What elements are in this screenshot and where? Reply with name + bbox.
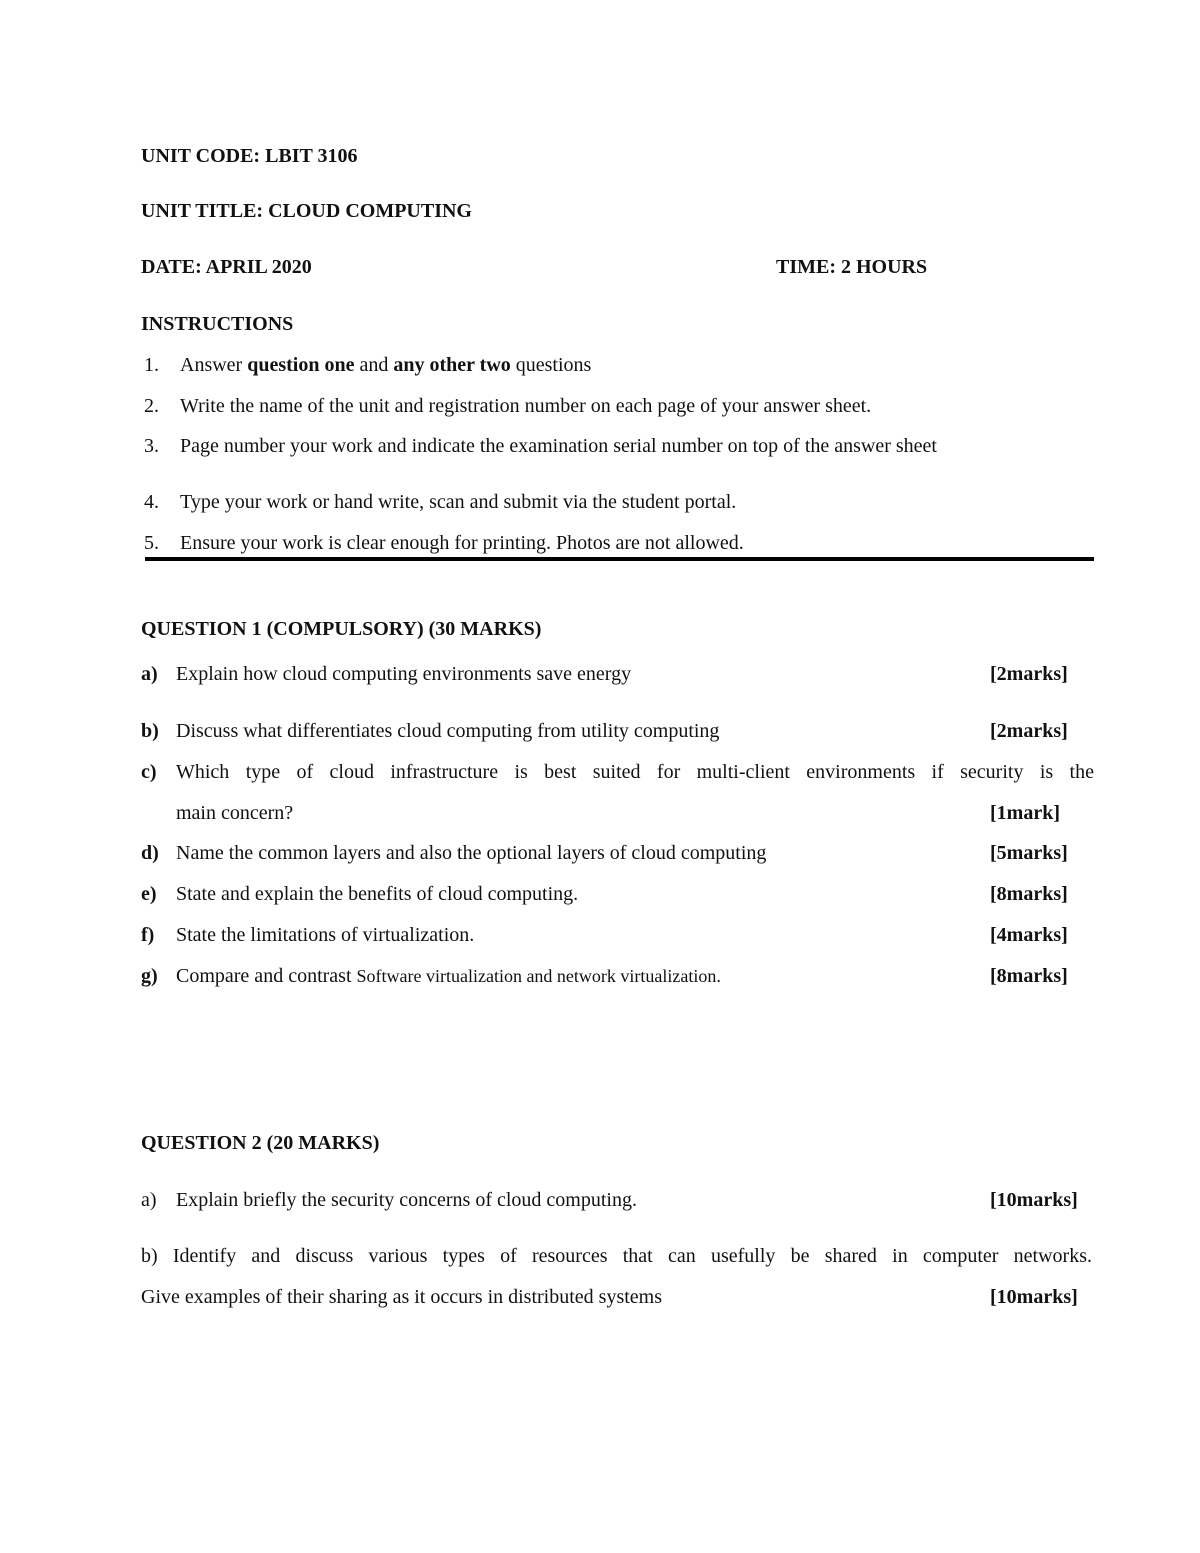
instruction-item (180, 354, 591, 377)
question-marks: [10marks] (990, 1189, 1078, 1211)
instruction-number: 1. (144, 354, 159, 376)
instruction-text: questions (510, 354, 592, 376)
question-part-text: b) Identify and discuss various types of resources that can usefully be shared in computer networks. (141, 1245, 1092, 1267)
question-part-label: b) (141, 720, 159, 742)
instruction-number: 5. (144, 532, 159, 554)
instruction-emphasis: any other two (393, 354, 511, 376)
instruction-item: Page number your work and indicate the examination serial number on top of the answer sheet (180, 435, 937, 457)
instruction-number: 4. (144, 491, 159, 513)
question-part-text: Explain briefly the security concerns of cloud computing. (176, 1189, 637, 1211)
question-part-text-b: Software virtualization and network virtualization. (356, 966, 721, 986)
instruction-text: Answer (180, 354, 248, 376)
question-marks: [8marks] (990, 883, 1068, 905)
question-part-label: d) (141, 842, 159, 864)
instruction-item: Write the name of the unit and registration number on each page of your answer sheet. (180, 395, 872, 417)
question-part-label: a) (141, 1189, 157, 1211)
question-part-text: State the limitations of virtualization. (176, 924, 475, 946)
question-part-text: Explain how cloud computing environments save energy (176, 663, 632, 685)
question-marks: [8marks] (990, 965, 1068, 987)
question-marks: [2marks] (990, 720, 1068, 742)
exam-date: DATE: APRIL 2020 (141, 256, 312, 278)
question-part-text-a: Compare and contrast (176, 965, 357, 987)
question-marks: [1mark] (990, 802, 1060, 824)
instruction-text: and (354, 354, 394, 376)
instruction-item: Type your work or hand write, scan and submit via the student portal. (180, 491, 737, 513)
question-marks: [4marks] (990, 924, 1068, 946)
instructions-heading: INSTRUCTIONS (141, 313, 294, 335)
unit-title: UNIT TITLE: CLOUD COMPUTING (141, 200, 472, 222)
question1-heading: QUESTION 1 (COMPULSORY) (30 MARKS) (141, 618, 542, 640)
question-part-label: g) (141, 965, 158, 987)
question-part-label: e) (141, 883, 157, 905)
question-marks: [10marks] (990, 1286, 1078, 1308)
question-part-text: State and explain the benefits of cloud computing. (176, 883, 579, 905)
question-marks: [2marks] (990, 663, 1068, 685)
instruction-emphasis: question one (247, 354, 355, 376)
section-divider (145, 557, 1094, 561)
question-part-text-continued: Give examples of their sharing as it occurs in distributed systems (141, 1286, 663, 1308)
question-part-text: Which type of cloud infrastructure is best suited for multi-client environments if security is the (176, 761, 1094, 783)
instruction-item: Ensure your work is clear enough for printing. Photos are not allowed. (180, 532, 744, 554)
question-marks: [5marks] (990, 842, 1068, 864)
exam-time: TIME: 2 HOURS (776, 256, 928, 278)
question-part-label: a) (141, 663, 158, 685)
instruction-number: 2. (144, 395, 159, 417)
question2-heading: QUESTION 2 (20 MARKS) (141, 1132, 380, 1154)
question-part-text: Discuss what differentiates cloud computing from utility computing (176, 720, 720, 742)
unit-code: UNIT CODE: LBIT 3106 (141, 145, 358, 167)
question-part-label: c) (141, 761, 157, 783)
question-part-text (176, 965, 721, 988)
question-part-text: Name the common layers and also the optional layers of cloud computing (176, 842, 767, 864)
question-part-label: f) (141, 924, 155, 946)
question-part-text-continued: main concern? (176, 802, 294, 824)
instruction-number: 3. (144, 435, 159, 457)
